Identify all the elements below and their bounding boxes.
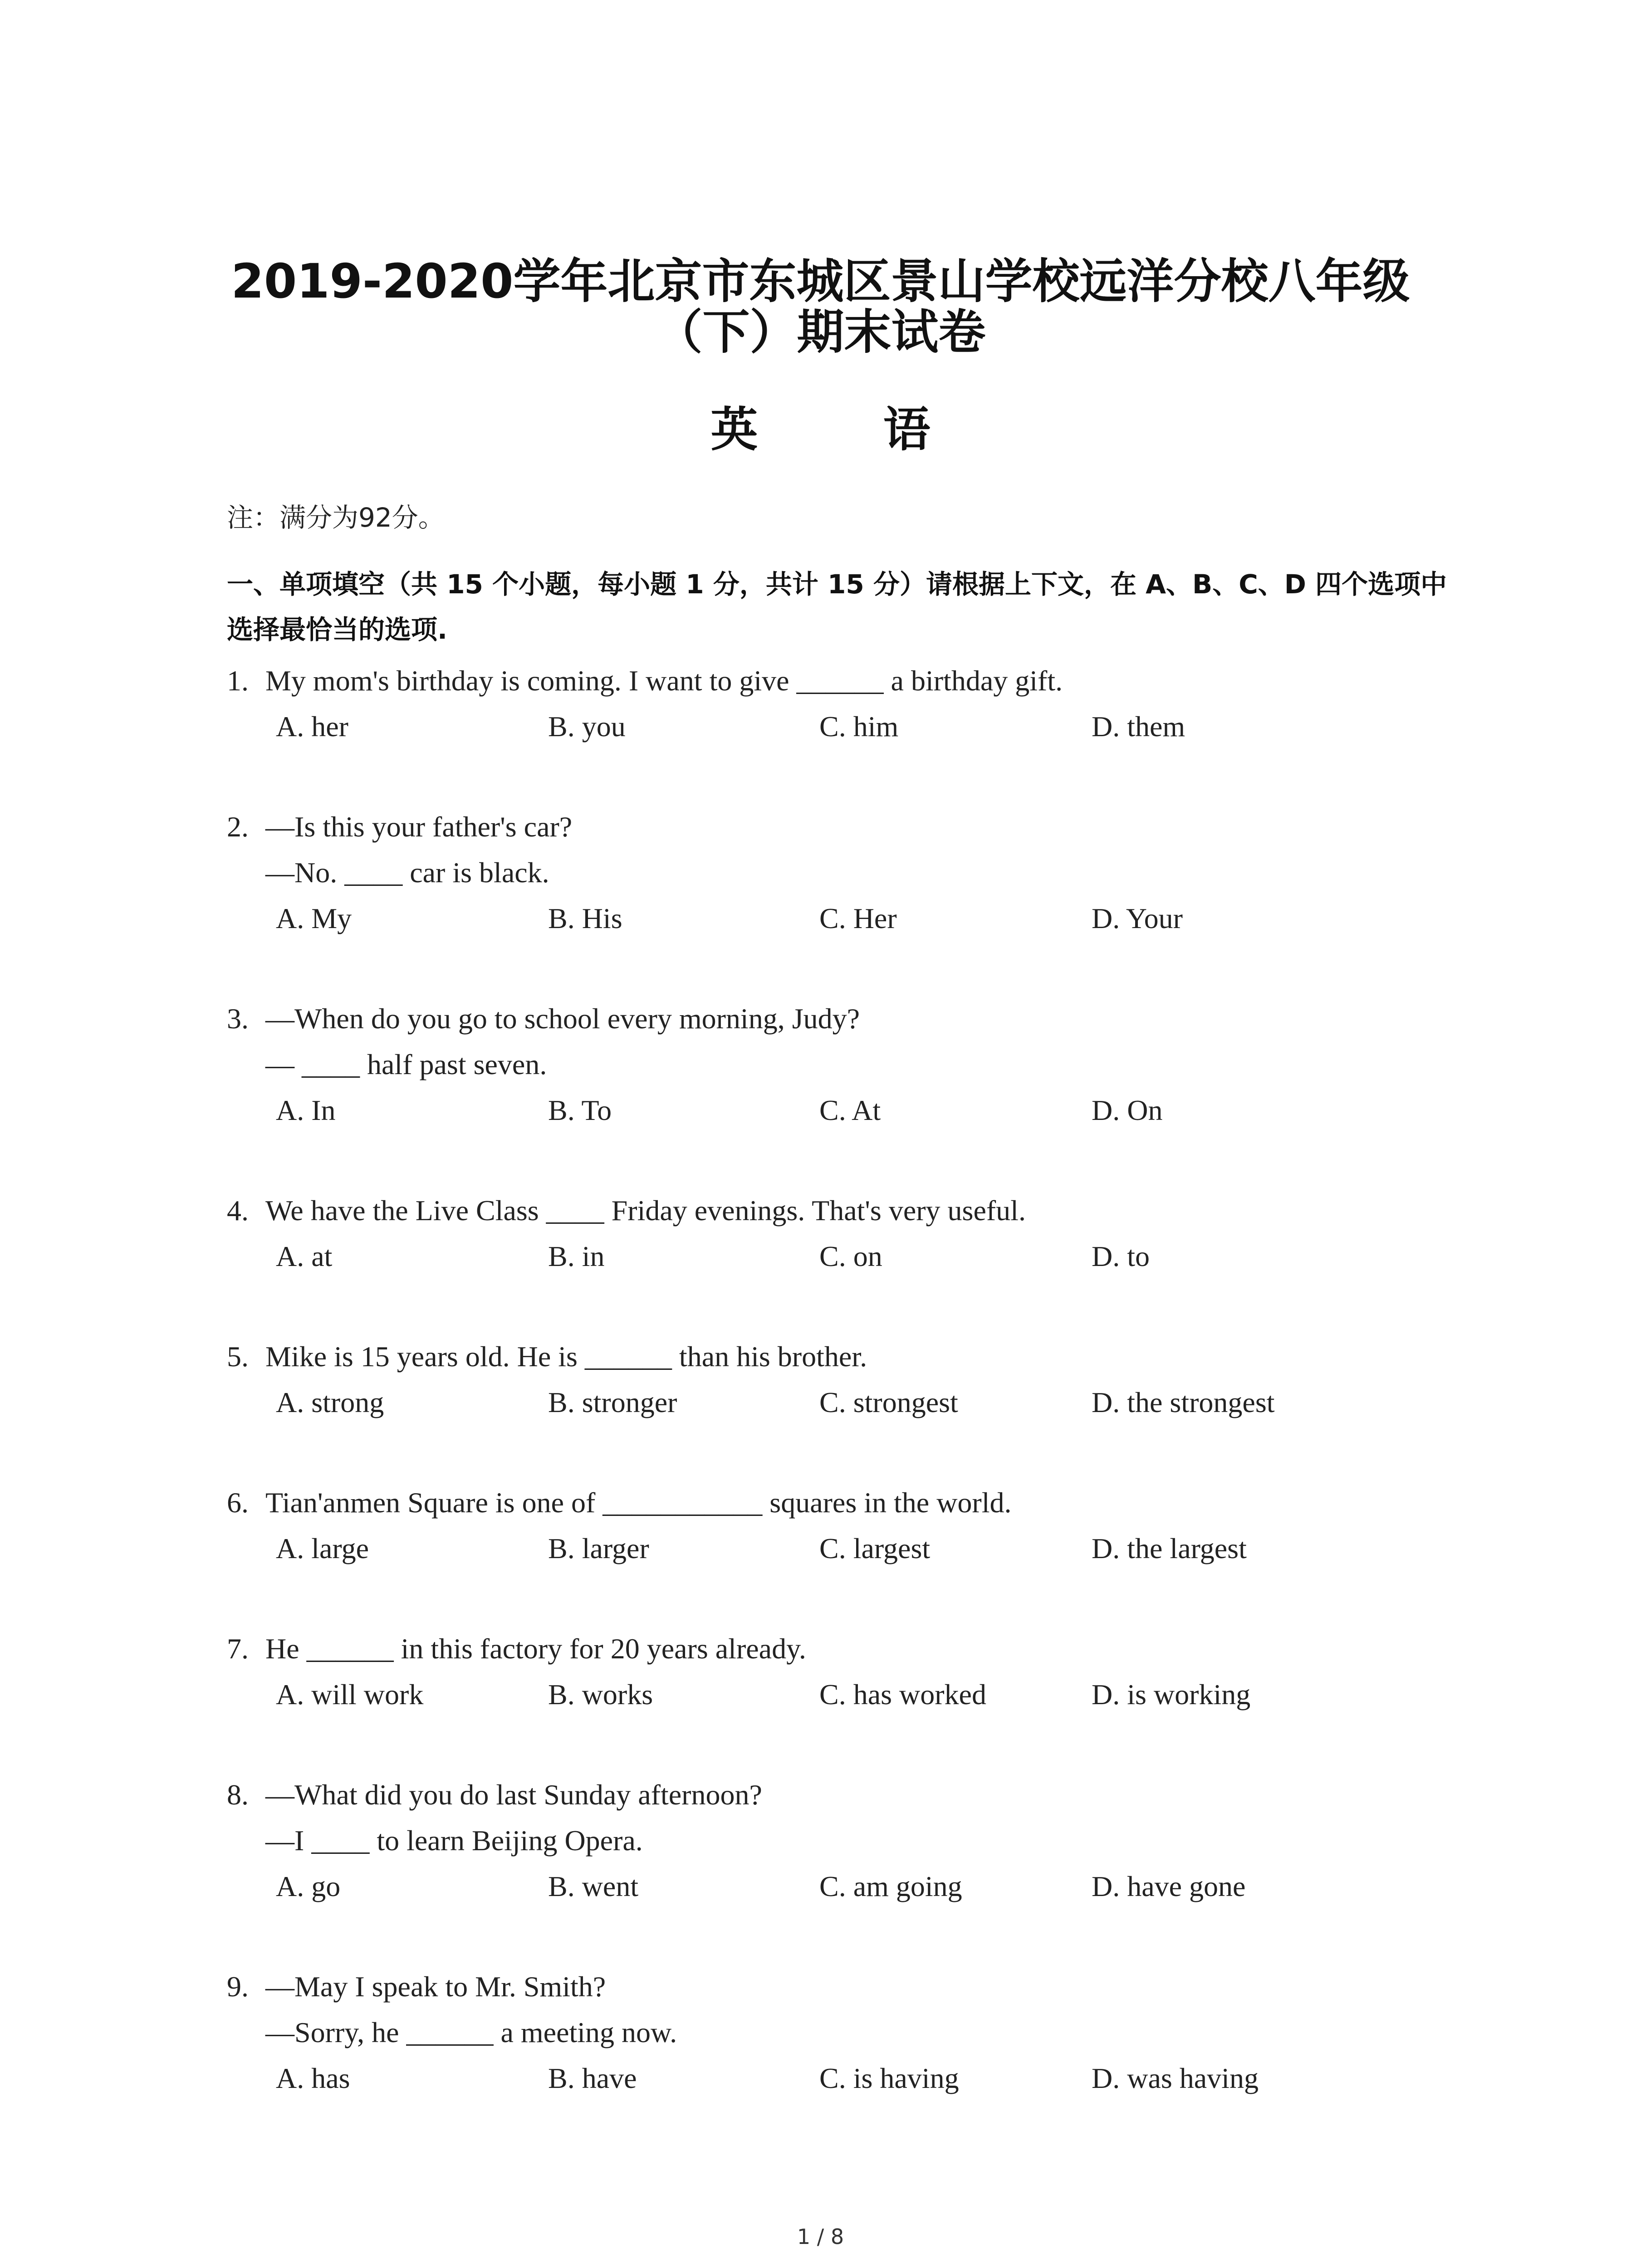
exam-title-line-1: 2019-2020学年北京市东城区景山学校远洋分校八年级: [231, 254, 1410, 309]
answer-option: A. In: [276, 1094, 336, 1126]
answer-option: A. her: [276, 710, 348, 743]
answer-option: C. At: [819, 1094, 881, 1126]
question-item: [227, 1964, 1452, 2101]
answer-option: D. have gone: [1092, 1870, 1246, 1902]
answer-options: [227, 1087, 1452, 1133]
question-text: —When do you go to school every morning, Judy?: [265, 1002, 860, 1035]
answer-options: [227, 1672, 1452, 1717]
answer-option: B. have: [548, 2062, 637, 2094]
question-item: [227, 658, 1452, 749]
answer-option: C. him: [819, 710, 899, 743]
answer-options: [227, 1379, 1452, 1425]
answer-option: A. has: [276, 2062, 350, 2094]
answer-option: D. to: [1092, 1240, 1150, 1272]
question-line: [227, 804, 1452, 850]
answer-option: B. larger: [548, 1532, 649, 1564]
answer-option: D. Your: [1092, 902, 1183, 934]
question-line: [227, 1041, 1452, 1087]
answer-option: C. largest: [819, 1532, 931, 1564]
question-text: He ______ in this factory for 20 years already.: [265, 1633, 806, 1665]
question-line: [227, 1480, 1452, 1525]
page-number: 1 / 8: [797, 2224, 844, 2249]
question-number: 3.: [227, 1002, 249, 1035]
answer-option: C. is having: [819, 2062, 959, 2094]
question-number: 4.: [227, 1194, 249, 1227]
question-text: My mom's birthday is coming. I want to give ______ a birthday gift.: [265, 665, 1063, 697]
question-line: [227, 996, 1452, 1041]
question-text: Tian'anmen Square is one of ___________ squares in the world.: [265, 1486, 1012, 1519]
question-number: 6.: [227, 1486, 249, 1519]
question-text: —Sorry, he ______ a meeting now.: [265, 2016, 677, 2048]
question-item: [227, 996, 1452, 1133]
answer-option: A. at: [276, 1240, 333, 1272]
question-number: 2.: [227, 811, 249, 843]
answer-option: A. will work: [276, 1678, 424, 1711]
question-item: [227, 1188, 1452, 1279]
question-line: [227, 658, 1452, 704]
answer-option: D. the largest: [1092, 1532, 1247, 1564]
question-text: We have the Live Class ____ Friday evenings. That's very useful.: [265, 1194, 1026, 1227]
exam-title-line-2: （下）期末试卷: [655, 304, 986, 360]
answer-options: [227, 2055, 1452, 2101]
section-heading: 一、单项填空（共 15 个小题，每小题 1 分，共计 15 分）请根据上下文，在 A、B、C、D 四个选项中选择最恰当的选项.: [227, 569, 1447, 645]
answer-option: B. To: [548, 1094, 612, 1126]
answer-option: D. is working: [1092, 1678, 1251, 1711]
answer-option: B. stronger: [548, 1386, 677, 1418]
question-item: [227, 1480, 1452, 1571]
question-line: [227, 2009, 1452, 2055]
answer-options: [227, 895, 1452, 941]
question-text: — ____ half past seven.: [265, 1048, 547, 1080]
answer-option: D. On: [1092, 1094, 1163, 1126]
answer-option: B. you: [548, 710, 626, 743]
answer-option: B. went: [548, 1870, 639, 1902]
answer-option: A. large: [276, 1532, 369, 1564]
answer-option: C. has worked: [819, 1678, 986, 1711]
question-line: [227, 1964, 1452, 2009]
answer-options: [227, 1525, 1452, 1571]
question-item: [227, 1334, 1452, 1425]
question-text: —I ____ to learn Beijing Opera.: [265, 1824, 643, 1857]
answer-option: D. was having: [1092, 2062, 1259, 2094]
question-number: 5.: [227, 1340, 249, 1373]
answer-option: A. strong: [276, 1386, 384, 1418]
answer-option: C. am going: [819, 1870, 962, 1902]
answer-options: [227, 1863, 1452, 1909]
question-number: 1.: [227, 665, 249, 697]
question-line: [227, 1334, 1452, 1379]
question-item: [227, 1626, 1452, 1717]
question-line: [227, 1772, 1452, 1818]
question-number: 9.: [227, 1970, 249, 2003]
answer-option: B. works: [548, 1678, 653, 1711]
answer-option: B. His: [548, 902, 622, 934]
answer-option: C. strongest: [819, 1386, 958, 1418]
subject-heading: 英 语: [710, 401, 985, 457]
question-list: [227, 658, 1452, 2156]
question-line: [227, 1188, 1452, 1233]
question-number: 8.: [227, 1779, 249, 1811]
question-item: [227, 804, 1452, 941]
answer-option: C. Her: [819, 902, 897, 934]
answer-options: [227, 1233, 1452, 1279]
question-text: —No. ____ car is black.: [265, 856, 549, 889]
question-text: —May I speak to Mr. Smith?: [265, 1970, 606, 2003]
answer-option: A. My: [276, 902, 352, 934]
question-number: 7.: [227, 1633, 249, 1665]
question-line: [227, 1818, 1452, 1863]
question-text: —Is this your father's car?: [265, 811, 573, 843]
answer-option: C. on: [819, 1240, 882, 1272]
score-note: 注：满分为92分。: [227, 502, 445, 533]
answer-option: D. them: [1092, 710, 1185, 743]
answer-option: B. in: [548, 1240, 605, 1272]
answer-option: D. the strongest: [1092, 1386, 1275, 1418]
question-line: [227, 850, 1452, 895]
answer-option: A. go: [276, 1870, 341, 1902]
question-text: —What did you do last Sunday afternoon?: [265, 1779, 762, 1811]
answer-options: [227, 704, 1452, 749]
question-item: [227, 1772, 1452, 1909]
question-line: [227, 1626, 1452, 1672]
question-text: Mike is 15 years old. He is ______ than his brother.: [265, 1340, 867, 1373]
